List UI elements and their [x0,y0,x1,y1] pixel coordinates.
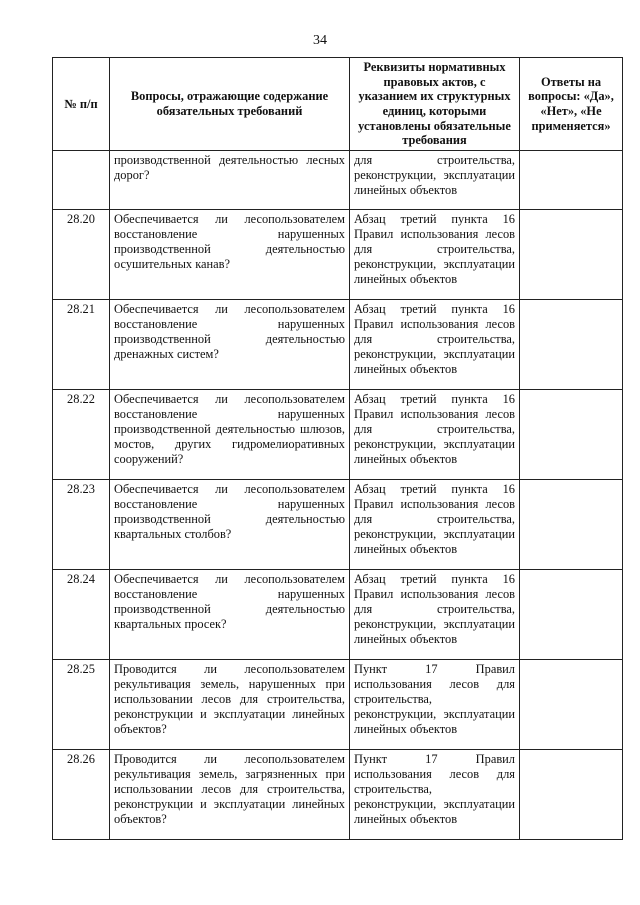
row-question: Обеспечивается ли лесопользователем восстановление нарушенных производственной деятельностью квартальных просек? [110,570,350,660]
row-answer-cell[interactable] [520,390,623,480]
row-answer-cell[interactable] [520,210,623,300]
row-number: 28.24 [53,570,110,660]
row-number [53,151,110,210]
row-question: Проводится ли лесопользователем рекультивация земель, нарушенных при использовании лесов для строительства, реконструкции и эксплуатации линейных объектов? [110,660,350,750]
row-number: 28.23 [53,480,110,570]
row-answer-cell[interactable] [520,300,623,390]
row-question: Обеспечивается ли лесопользователем восстановление нарушенных производственной деятельностью шлюзов, мостов, других гидромелиоративных сооружений? [110,390,350,480]
row-answer-cell[interactable] [520,750,623,840]
requirements-table [52,57,623,840]
row-reference: Абзац третий пункта 16 Правил использования лесов для строительства, реконструкции, эксплуатации линейных объектов [350,300,520,390]
row-reference: Абзац третий пункта 16 Правил использования лесов для строительства, реконструкции, эксплуатации линейных объектов [350,390,520,480]
table-row [53,210,623,300]
table-row [53,151,623,210]
table-row [53,390,623,480]
table-row [53,750,623,840]
row-reference: Абзац третий пункта 16 Правил использования лесов для строительства, реконструкции, эксплуатации линейных объектов [350,570,520,660]
row-number: 28.22 [53,390,110,480]
row-question: Проводится ли лесопользователем рекультивация земель, загрязненных при использовании лесов для строительства, реконструкции и эксплуатации линейных объектов? [110,750,350,840]
row-reference: Пункт 17 Правил использования лесов для строительства, реконструкции, эксплуатации линейных объектов [350,660,520,750]
row-number: 28.20 [53,210,110,300]
header-num: № п/п [53,58,110,151]
row-reference: Абзац третий пункта 16 Правил использования лесов для строительства, реконструкции, эксплуатации линейных объектов [350,210,520,300]
page-number: 34 [313,33,327,48]
header-question: Вопросы, отражающие содержание обязательных требований [110,58,350,151]
table-row [53,300,623,390]
header-reference: Реквизиты нормативных правовых актов, с указанием их структурных единиц, которыми установлены обязательные требования [350,58,520,151]
row-answer-cell[interactable] [520,660,623,750]
row-number: 28.25 [53,660,110,750]
row-answer-cell[interactable] [520,151,623,210]
row-question: Обеспечивается ли лесопользователем восстановление нарушенных производственной деятельностью дренажных систем? [110,300,350,390]
table-row [53,480,623,570]
header-answer: Ответы на вопросы: «Да», «Нет», «Не применяется» [520,58,623,151]
row-answer-cell[interactable] [520,480,623,570]
table-row [53,660,623,750]
row-question: производственной деятельностью лесных дорог? [110,151,350,210]
row-answer-cell[interactable] [520,570,623,660]
row-question: Обеспечивается ли лесопользователем восстановление нарушенных производственной деятельностью квартальных столбов? [110,480,350,570]
row-reference: Пункт 17 Правил использования лесов для строительства, реконструкции, эксплуатации линейных объектов [350,750,520,840]
row-number: 28.21 [53,300,110,390]
row-reference: для строительства, реконструкции, эксплуатации линейных объектов [350,151,520,210]
row-question: Обеспечивается ли лесопользователем восстановление нарушенных производственной деятельностью осушительных канав? [110,210,350,300]
table-header-row [53,58,623,151]
row-reference: Абзац третий пункта 16 Правил использования лесов для строительства, реконструкции, эксплуатации линейных объектов [350,480,520,570]
row-number: 28.26 [53,750,110,840]
table-row [53,570,623,660]
